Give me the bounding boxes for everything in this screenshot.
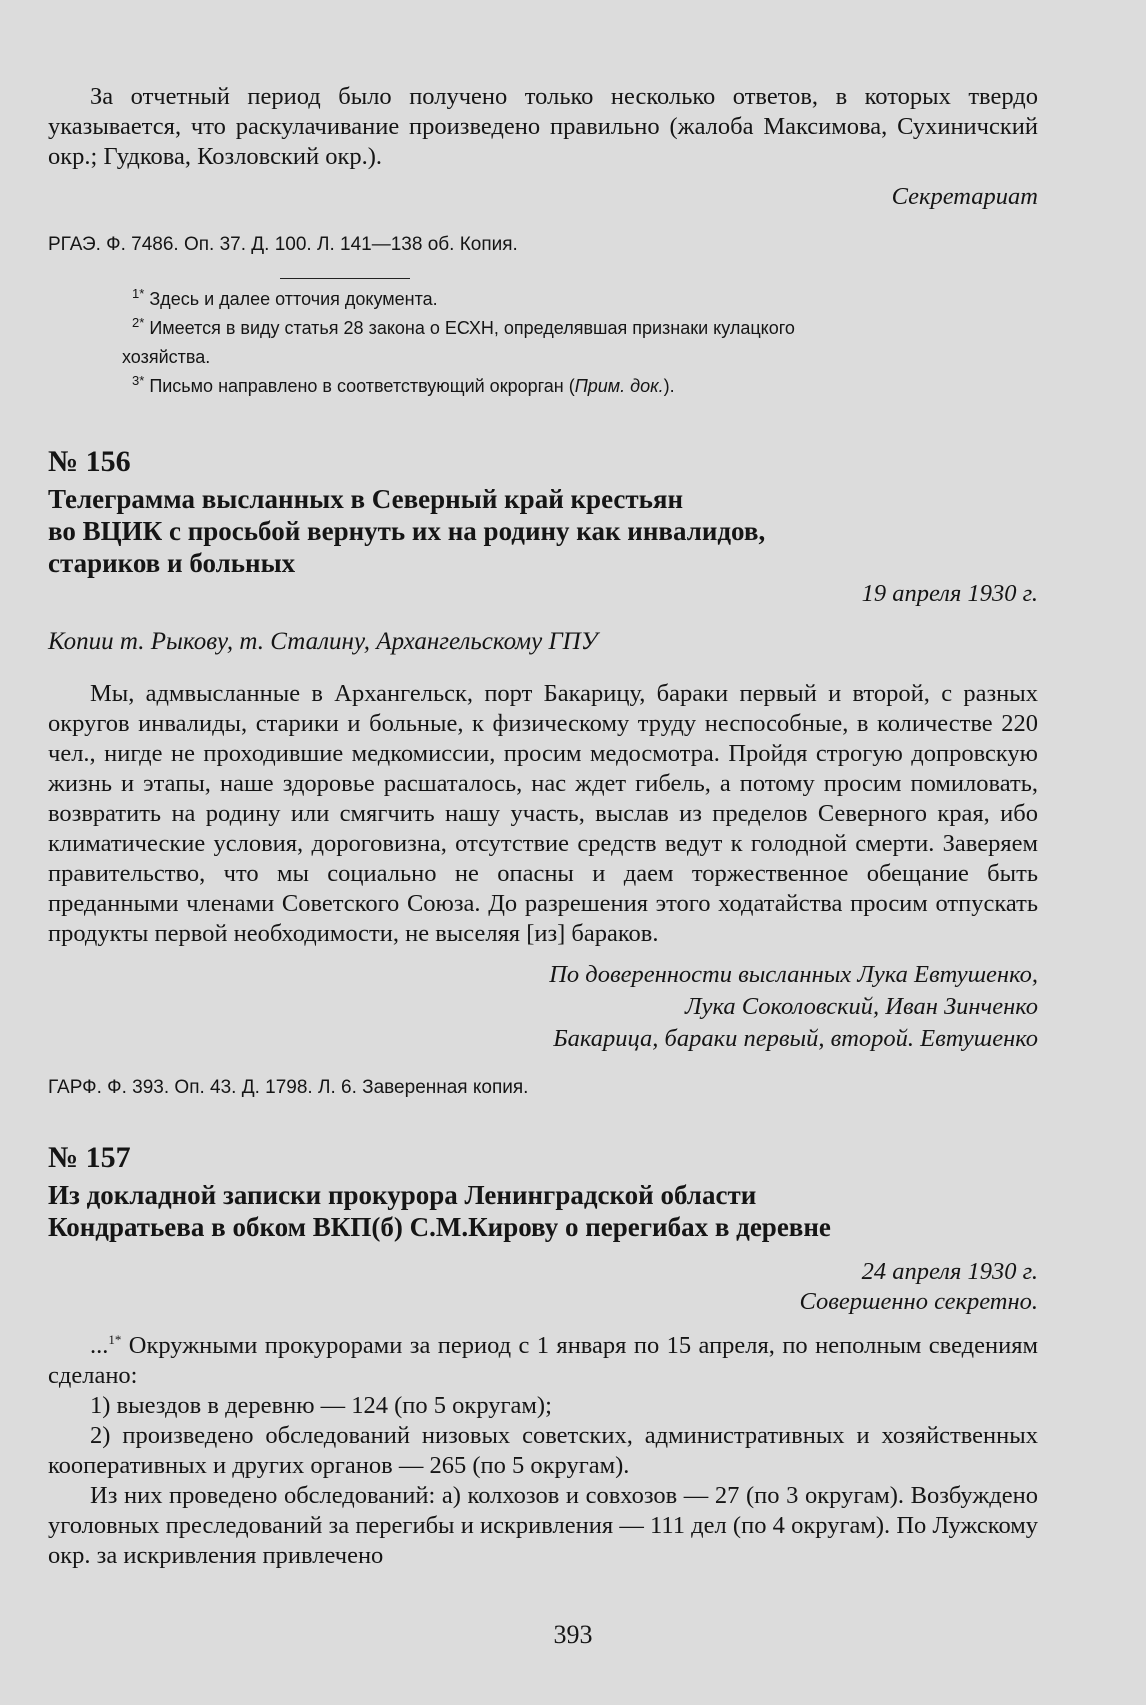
document-156-signature-line-1: По доверенности высланных Лука Евтушенко, — [549, 961, 1038, 988]
intro-text: Окружными прокурорами за период с 1 января по 15 апреля, по неполным сведениям сделано: — [48, 1332, 1038, 1389]
secretariat-signature: Секретариат — [891, 183, 1038, 210]
document-157-title-line-1: Из докладной записки прокурора Ленинградской области — [48, 1180, 757, 1210]
footnote-3 — [132, 372, 1038, 401]
footnote-mark: 1* — [132, 286, 145, 301]
document-157-last-paragraph: Из них проведено обследований: а) колхозов и совхозов — 27 (по 3 округам). Возбуждено уголовных преследований за перегибы и искривления — 111 дел (по 4 округам). По Лужскому окр. за искривления привлечено — [48, 1482, 1038, 1569]
intro-footnote-mark: 1* — [108, 1331, 122, 1347]
document-156-title-line-2: во ВЦИК с просьбой вернуть их на родину как инвалидов, — [48, 516, 766, 546]
footnote-2-continuation: хозяйства. — [122, 347, 211, 367]
document-157-item-1: 1) выездов в деревню — 124 (по 5 округам); — [90, 1392, 552, 1419]
footnote-divider — [280, 278, 410, 279]
page-number: 393 — [553, 1620, 593, 1649]
document-157-intro — [48, 1331, 1038, 1391]
document-157-title-line-2: Кондратьева в обком ВКП(б) С.М.Кирову о перегибах в деревне — [48, 1212, 831, 1242]
document-157-number: № 157 — [48, 1141, 131, 1174]
footnote-text: Здесь и далее отточия документа. — [149, 289, 438, 309]
document-157-classification: Совершенно секретно. — [799, 1288, 1038, 1315]
document-156-body: Мы, адмвысланные в Архангельск, порт Бакарицу, бараки первый и второй, с разных округов инвалиды, старики и больные, к физическому труду неспособные, в количестве 220 чел., нигде не проходившие медкомиссии, просим медосмотра. Пройдя строгую допровскую жизнь и этапы, наше здоровье расшаталось, нас ждет гибель, а потому просим помиловать, возвратить на родину или смягчить нашу участь, выслав из пределов Северного края, ибо климатические условия, дороговизна, отсутствие средств ведут к голодной смерти. Заверяем правительство, что мы социально не опасны и даем торжественное обещание быть преданными членами Советского Союза. До разрешения этого ходатайства просим отпускать продукты первой необходимости, не выселяя [из] бараков. — [48, 680, 1038, 947]
document-157-item-2: 2) произведено обследований низовых советских, административных и хозяйственных кооперативных и других органов — 265 (по 5 округам). — [48, 1422, 1038, 1479]
footnote-text: Имеется в виду статья 28 закона о ЕСХН, определявшая признаки кулацкого — [149, 318, 795, 338]
document-156-title-line-1: Телеграмма высланных в Северный край крестьян — [48, 484, 684, 514]
archive-reference-2: ГАРФ. Ф. 393. Оп. 43. Д. 1798. Л. 6. Заверенная копия. — [48, 1077, 529, 1098]
document-156-copies: Копии т. Рыкову, т. Сталину, Архангельскому ГПУ — [48, 628, 598, 655]
document-157-date: 24 апреля 1930 г. — [861, 1258, 1038, 1285]
document-156-date: 19 апреля 1930 г. — [861, 580, 1038, 607]
document-156-title-line-3: стариков и больных — [48, 548, 296, 578]
footnote-italic: Прим. док. — [574, 376, 664, 396]
ellipsis: ... — [90, 1332, 109, 1359]
document-156-number: № 156 — [48, 445, 131, 478]
footnote-tail: ). — [663, 376, 675, 396]
page-content — [48, 82, 1038, 1571]
footnote-2 — [132, 314, 1038, 343]
document-156-signature-line-2: Лука Соколовский, Иван Зинченко — [685, 993, 1038, 1020]
continued-paragraph: За отчетный период было получено только несколько ответов, в которых твердо указывается, что раскулачивание произведено правильно (жалоба Максимова, Сухиничский окр.; Гудкова, Козловский окр.). — [48, 83, 1038, 170]
footnote-mark: 2* — [132, 315, 145, 330]
footnote-1 — [132, 285, 1038, 314]
archive-reference-1: РГАЭ. Ф. 7486. Оп. 37. Д. 100. Л. 141—138 об. Копия. — [48, 234, 518, 255]
document-156-signature-line-3: Бакарица, бараки первый, второй. Евтушенко — [553, 1025, 1038, 1052]
footnote-mark: 3* — [132, 373, 145, 388]
footnote-text: Письмо направлено в соответствующий окрорган ( — [149, 376, 575, 396]
